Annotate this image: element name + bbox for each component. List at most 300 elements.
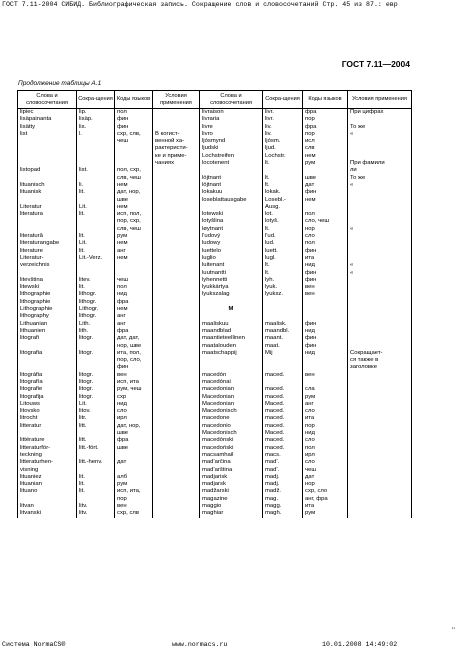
table-row — [18, 372, 412, 379]
condition-left — [153, 459, 200, 474]
condition-left — [153, 321, 200, 328]
condition-right — [348, 394, 412, 401]
word-right: ludowy — [200, 240, 263, 247]
table-row — [18, 233, 412, 240]
table-row — [18, 116, 412, 123]
lang-right: нид — [303, 328, 348, 335]
abbrev-right: maalisk. — [263, 321, 303, 328]
table-row — [18, 394, 412, 401]
lang-right — [303, 379, 348, 386]
condition-right — [348, 423, 412, 438]
abbrev-right: maced. Maced. — [263, 423, 303, 438]
lang-right: вен — [303, 291, 348, 298]
lang-left: шве — [115, 445, 153, 460]
lang-right: сло — [303, 408, 348, 415]
lang-right: рум — [303, 510, 348, 517]
condition-left — [153, 415, 200, 422]
lang-right: ита — [303, 503, 348, 510]
condition-left — [153, 481, 200, 488]
word-left: litográfia — [18, 372, 77, 379]
word-right: löjtnant — [200, 167, 263, 182]
table-row — [18, 284, 412, 291]
word-left: lipiec — [18, 109, 77, 117]
abbrev-right: maced. — [263, 394, 303, 401]
abbrev-right: lud. — [263, 240, 303, 247]
lang-left: анг — [115, 313, 153, 320]
lang-right: вен — [303, 284, 348, 291]
word-right: livre — [200, 124, 263, 131]
header-conditions-2: Условия применения — [348, 91, 412, 109]
condition-right — [348, 233, 412, 240]
abbrev-right: maant. maat. — [263, 335, 303, 350]
word-right: macedonian — [200, 386, 263, 393]
condition-right: « — [348, 211, 412, 233]
condition-left — [153, 116, 200, 123]
abbrev-left: lithogr. — [77, 313, 115, 320]
condition-left — [153, 445, 200, 460]
abbrev-left: Lit. — [77, 240, 115, 247]
abbrev-left: Lith. — [77, 321, 115, 328]
header-words-2: Слова и словосочетания — [200, 91, 263, 109]
lang-right: пол — [303, 240, 348, 247]
lang-right: анг — [303, 401, 348, 408]
table-row — [18, 182, 412, 189]
condition-right — [348, 445, 412, 460]
word-left: Lithographie — [18, 306, 77, 313]
condition-left — [153, 328, 200, 335]
abbrev-left: litov. — [77, 408, 115, 415]
lang-right: сло — [303, 233, 348, 240]
table-row — [18, 474, 412, 481]
condition-left — [153, 408, 200, 415]
header-lang-codes-1: Коды языков — [115, 91, 153, 109]
abbrev-right: maced. — [263, 386, 303, 393]
lang-right: шве — [303, 167, 348, 182]
word-left: litografi — [18, 335, 77, 350]
condition-left — [153, 189, 200, 204]
abbrev-left: Lit. — [77, 204, 115, 211]
abbrev-left: l. — [77, 131, 115, 167]
lang-left: нем — [115, 240, 153, 247]
word-left: literatura — [18, 211, 77, 233]
word-right: livro ljósmynd ljudski Lochstreifen locotenent — [200, 131, 263, 167]
condition-right — [348, 408, 412, 415]
condition-left — [153, 240, 200, 247]
abbrev-right: lt. — [263, 182, 303, 189]
header-lang-codes-2: Коды языков — [303, 91, 348, 109]
table-row — [18, 291, 412, 298]
table-row — [18, 503, 412, 510]
condition-left — [153, 423, 200, 438]
table-row — [18, 313, 412, 320]
condition-right — [348, 379, 412, 386]
abbrev-left: lit. — [77, 284, 115, 291]
lang-left: фра — [115, 437, 153, 444]
lang-left: схр, слв, чеш — [115, 131, 153, 167]
lang-left: анг — [115, 321, 153, 328]
word-left: litteratur — [18, 423, 77, 438]
lang-right: фин — [303, 277, 348, 284]
abbrev-left: lit. — [77, 189, 115, 204]
condition-left — [153, 350, 200, 372]
abbrev-right: mad'. mad'. — [263, 459, 303, 474]
word-left: litografija — [18, 394, 77, 401]
lang-left: дат, дат, нор, шве — [115, 335, 153, 350]
condition-right — [348, 321, 412, 328]
lang-right: дат — [303, 474, 348, 481]
word-right: lyhennetti — [200, 277, 263, 284]
abbrev-left: Lit.-Verz. — [77, 255, 115, 277]
condition-left — [153, 503, 200, 510]
abbrev-left: lisäp. — [77, 116, 115, 123]
table-row — [18, 350, 412, 372]
table-row — [18, 299, 412, 306]
abbrev-left: litt.-fört. — [77, 445, 115, 460]
word-left: literaturangabe — [18, 240, 77, 247]
abbrev-left: lit. — [77, 488, 115, 503]
table-row — [18, 240, 412, 247]
lang-right: фра — [303, 124, 348, 131]
table-continuation-label: Продолжение таблицы А.1 — [18, 80, 102, 87]
condition-left — [153, 109, 200, 117]
lang-right: сло — [303, 437, 348, 444]
condition-left — [153, 313, 200, 320]
word-left: lituaniez — [18, 474, 77, 481]
condition-right — [348, 401, 412, 408]
condition-right: « — [348, 182, 412, 189]
abbrev-left: Lithogr. — [77, 306, 115, 313]
abbrev-left: litogr. — [77, 379, 115, 386]
word-right: maandblad — [200, 328, 263, 335]
page-mark: ʼʼ — [451, 628, 455, 635]
condition-left — [153, 335, 200, 350]
lang-left: вен — [115, 372, 153, 379]
word-left: litografía — [18, 379, 77, 386]
lang-left: ирл — [115, 415, 153, 422]
table-body — [18, 109, 412, 518]
abbrev-left: litv. — [77, 503, 115, 510]
word-right: Macedonisch — [200, 408, 263, 415]
lang-right: пор исл слв нем рум — [303, 131, 348, 167]
lang-left: анг — [115, 248, 153, 255]
condition-left — [153, 277, 200, 284]
table-row — [18, 459, 412, 474]
condition-right: То же — [348, 124, 412, 131]
word-left: lisäpainanta — [18, 116, 77, 123]
header-abbrev-2: Сокра-щения — [263, 91, 303, 109]
condition-left — [153, 488, 200, 503]
abbrev-right: magh. — [263, 510, 303, 517]
abbrev-right: lokak. Losebl.- — [263, 189, 303, 204]
table-row — [18, 510, 412, 517]
table-row — [18, 189, 412, 204]
table-header-row — [18, 91, 412, 109]
table-row — [18, 321, 412, 328]
lang-left: рум, чеш — [115, 386, 153, 393]
abbrev-left: lith. — [77, 328, 115, 335]
lang-left: схр — [115, 394, 153, 401]
word-right — [200, 204, 263, 211]
word-left: Lithuanian — [18, 321, 77, 328]
abbrev-right: magg. — [263, 503, 303, 510]
word-left: litovsko — [18, 408, 77, 415]
word-left: lituanisk — [18, 189, 77, 204]
lang-right — [303, 299, 348, 306]
table-row — [18, 408, 412, 415]
lang-right: рум — [303, 394, 348, 401]
lang-left: фин — [115, 124, 153, 131]
lang-right: сло чеш — [303, 459, 348, 474]
abbrev-left: litr. — [77, 415, 115, 422]
word-right: macedoński macsamhail — [200, 445, 263, 460]
lang-right: пор — [303, 116, 348, 123]
word-left: lithography — [18, 313, 77, 320]
condition-left — [153, 510, 200, 517]
lang-left: алб — [115, 474, 153, 481]
word-left: lituanisch — [18, 182, 77, 189]
abbrev-right: lt. — [263, 167, 303, 182]
table-row — [18, 109, 412, 117]
condition-right — [348, 386, 412, 393]
lang-right: ита — [303, 415, 348, 422]
word-right: maatschappij — [200, 350, 263, 372]
lang-right: схр, сло анг, фра — [303, 488, 348, 503]
word-right — [200, 299, 263, 306]
table-row — [18, 379, 412, 386]
abbrev-right — [263, 299, 303, 306]
condition-right — [348, 328, 412, 335]
table-row — [18, 335, 412, 350]
table-row — [18, 328, 412, 335]
condition-right — [348, 313, 412, 320]
condition-right: При цифрах — [348, 109, 412, 117]
abbrev-left: litt. — [77, 423, 115, 438]
abbrev-left: li. — [77, 182, 115, 189]
abbrev-right: maced. — [263, 372, 303, 379]
condition-left — [153, 299, 200, 306]
abbreviation-table — [17, 90, 412, 518]
abbrev-left: litev. — [77, 277, 115, 284]
word-left: litrocht — [18, 415, 77, 422]
table-row — [18, 204, 412, 211]
abbrev-right — [263, 313, 303, 320]
condition-right — [348, 189, 412, 204]
word-left: list — [18, 131, 77, 167]
word-right: maggio — [200, 503, 263, 510]
word-right: lyukszalag — [200, 291, 263, 298]
lang-right — [303, 204, 348, 211]
condition-right — [348, 299, 412, 306]
lang-left: чеш — [115, 277, 153, 284]
lang-left: фра — [115, 299, 153, 306]
table-row — [18, 415, 412, 422]
word-right: livraison — [200, 109, 263, 117]
word-left: litvanski — [18, 510, 77, 517]
condition-right — [348, 291, 412, 298]
word-right: luglio luitenant luutnantti — [200, 255, 263, 277]
condition-left — [153, 255, 200, 277]
word-right: maghiar — [200, 510, 263, 517]
condition-right — [348, 306, 412, 313]
word-left: lituanian — [18, 481, 77, 488]
footer-datetime: 10.01.2008 14:49:02 — [322, 641, 398, 648]
word-left: lisätty — [18, 124, 77, 131]
word-left: litewski — [18, 284, 77, 291]
word-left: lithographie — [18, 299, 77, 306]
table-row — [18, 437, 412, 444]
abbrev-right: liv. ljósm. ljud. Lochstr. lt. — [263, 131, 303, 167]
word-left: listopad — [18, 167, 77, 182]
lang-left: вен — [115, 503, 153, 510]
condition-left — [153, 167, 200, 182]
lang-left: дат, нор, шве — [115, 189, 153, 204]
lang-left: исп, ита — [115, 379, 153, 386]
lang-left: пол, схр, слв, чеш — [115, 167, 153, 182]
abbrev-left: litogr. — [77, 386, 115, 393]
table-row — [18, 124, 412, 131]
abbrev-right: lyuk. — [263, 284, 303, 291]
word-right: macedónai — [200, 379, 263, 386]
header-conditions-1: Условия применения — [153, 91, 200, 109]
condition-right — [348, 437, 412, 444]
document-header: ГОСТ 7.11-2004 СИБИД. Библиографическая запись. Сокращение слов и словосочетаний Стр. 45 из 87.: евр — [2, 1, 398, 8]
word-left: Litouws — [18, 401, 77, 408]
condition-left — [153, 306, 200, 313]
lang-right: нор — [303, 481, 348, 488]
condition-left — [153, 182, 200, 189]
abbrev-right: Maced. — [263, 401, 303, 408]
footer-system: Система NormaCS® — [2, 641, 66, 648]
abbrev-left: lithogr. — [77, 299, 115, 306]
lang-right: сла — [303, 386, 348, 393]
abbrev-left: litogr. — [77, 394, 115, 401]
lang-right: фин нем — [303, 189, 348, 204]
lang-right — [303, 313, 348, 320]
lang-left: схр, слв — [115, 510, 153, 517]
lang-right: вен — [303, 372, 348, 379]
word-right: macedón — [200, 372, 263, 379]
word-right: maantieteellinen maatalouden — [200, 335, 263, 350]
condition-left — [153, 401, 200, 408]
abbrev-right — [263, 306, 303, 313]
condition-left — [153, 474, 200, 481]
lang-left: сло — [115, 408, 153, 415]
lang-left: пол — [115, 109, 153, 117]
abbrev-left: lithogr. — [77, 291, 115, 298]
condition-right — [348, 503, 412, 510]
word-left: lituano — [18, 488, 77, 503]
abbrev-left: lit. — [77, 474, 115, 481]
condition-left — [153, 372, 200, 379]
word-right: M — [200, 306, 263, 313]
condition-right — [348, 481, 412, 488]
abbrev-left: litogr. — [77, 372, 115, 379]
word-right: madjarisk — [200, 474, 263, 481]
condition-left: В когист- венной ха- рактеристи- ке и приме- чаниях — [153, 131, 200, 167]
condition-right: Сокращает- ся также в заголовке — [348, 350, 412, 372]
word-left: literatură — [18, 233, 77, 240]
lang-right: пол сло, чеш нор — [303, 211, 348, 233]
word-left: litevština — [18, 277, 77, 284]
abbrev-left: list. — [77, 167, 115, 182]
condition-right — [348, 335, 412, 350]
word-right: maaliskuu — [200, 321, 263, 328]
word-right: lyukkártya — [200, 284, 263, 291]
abbrev-right: maced. — [263, 408, 303, 415]
table-row — [18, 423, 412, 438]
word-right: Macedonian — [200, 394, 263, 401]
abbrev-right: madž. mag. — [263, 488, 303, 503]
abbrev-right: maandbl. — [263, 328, 303, 335]
lang-left: нем — [115, 182, 153, 189]
lang-right: нид — [303, 350, 348, 372]
condition-right: « При фамили — [348, 131, 412, 167]
table-row — [18, 481, 412, 488]
table-row — [18, 386, 412, 393]
condition-right — [348, 372, 412, 379]
lang-right: пор нид — [303, 423, 348, 438]
word-right: macedone — [200, 415, 263, 422]
condition-right — [348, 474, 412, 481]
lang-left: рум — [115, 481, 153, 488]
lang-left: фин — [115, 116, 153, 123]
abbrev-right: liv. — [263, 124, 303, 131]
condition-right — [348, 277, 412, 284]
word-right: luettelo — [200, 248, 263, 255]
lang-right: фин фин — [303, 335, 348, 350]
lang-left: фра — [115, 328, 153, 335]
word-left: litteraturhen- visning — [18, 459, 77, 474]
condition-right: ли То же — [348, 167, 412, 182]
abbrev-left: lip. — [77, 109, 115, 117]
lang-right: фин — [303, 248, 348, 255]
abbrev-right — [263, 379, 303, 386]
word-left: Literatur — [18, 204, 77, 211]
lang-left: рум — [115, 233, 153, 240]
word-left: Literatur- verzeichnis — [18, 255, 77, 277]
word-left: litografie — [18, 386, 77, 393]
lang-left: ита, пол, пор, сло, фин — [115, 350, 153, 372]
condition-left — [153, 204, 200, 211]
abbrev-left: litt. — [77, 437, 115, 444]
word-right: macedonio Macedonisch — [200, 423, 263, 438]
lang-left: пол — [115, 284, 153, 291]
condition-right: « « — [348, 255, 412, 277]
abbrev-left: litogr. — [77, 335, 115, 350]
abbrev-right: maced. — [263, 415, 303, 422]
lang-left: нем — [115, 255, 153, 277]
abbrev-left: lit. — [77, 481, 115, 488]
condition-left — [153, 284, 200, 291]
condition-right — [348, 510, 412, 517]
word-left: litvan — [18, 503, 77, 510]
condition-right — [348, 415, 412, 422]
condition-right — [348, 488, 412, 503]
word-left: lithuanien — [18, 328, 77, 335]
word-left: literature — [18, 248, 77, 255]
header-abbrev-1: Сокра-щения — [77, 91, 115, 109]
condition-right — [348, 284, 412, 291]
word-right: löjtnant — [200, 182, 263, 189]
table-row — [18, 211, 412, 233]
word-right: lotewski lotyšlina løytnant — [200, 211, 263, 233]
word-right — [200, 313, 263, 320]
lang-right: ита нид фин — [303, 255, 348, 277]
condition-left — [153, 248, 200, 255]
word-left: litteraturför- teckning — [18, 445, 77, 460]
abbrev-left: litt.-henv. — [77, 459, 115, 474]
footer-site: www.normacs.ru — [172, 641, 228, 648]
